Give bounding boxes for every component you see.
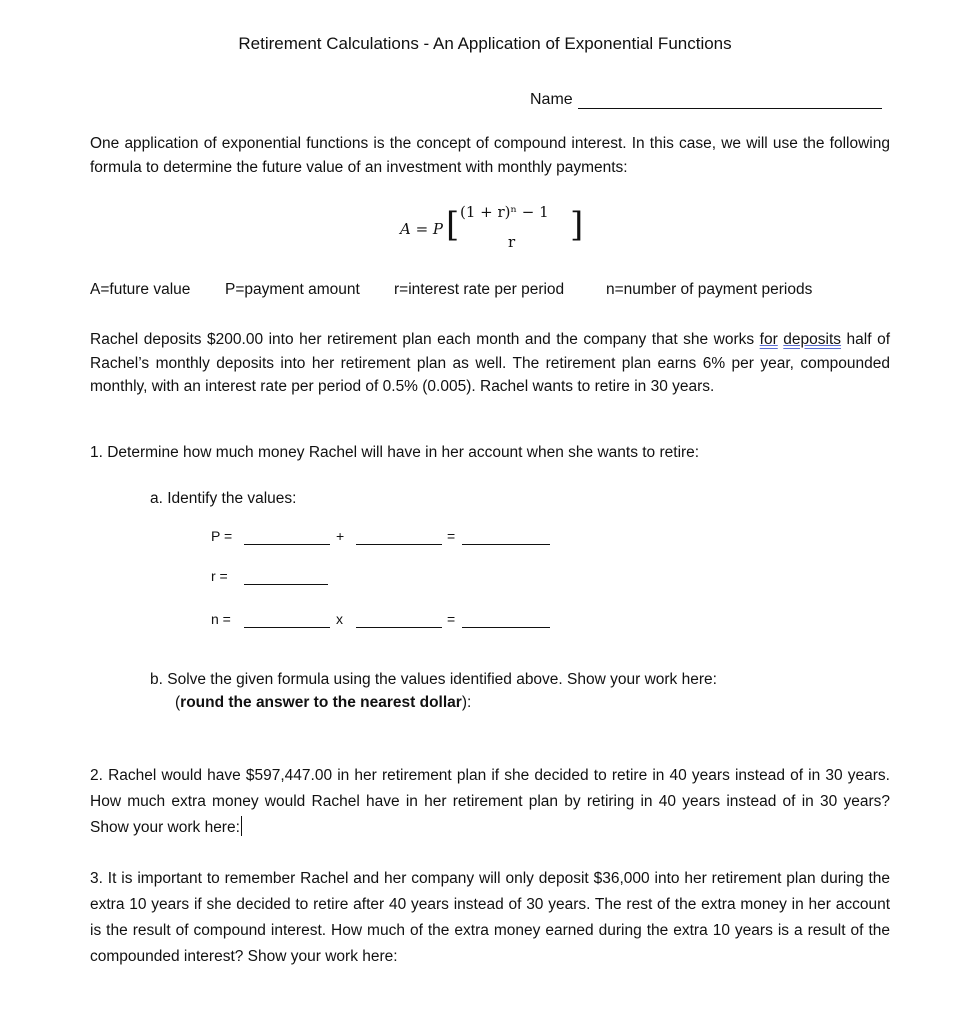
definition-r: r=interest rate per period	[394, 281, 565, 298]
p-blank-2[interactable]	[356, 544, 442, 545]
question-2-text: 2. Rachel would have $597,447.00 in her retirement plan if she decided to retire in 40 years instead of in 30 years. How much extra money would Rachel have in her retirement plan by retiring in 40 years instead of in 30 years? Show your work here:	[90, 767, 890, 836]
n-blank-2[interactable]	[356, 627, 442, 628]
definition-a: A=future value	[90, 281, 191, 298]
name-field-line[interactable]	[578, 108, 882, 109]
r-row	[0, 568, 965, 592]
question-1: 1. Determine how much money Rachel will have in her account when she wants to retire:	[90, 444, 700, 461]
n-label: n =	[211, 611, 231, 627]
question-1b-note	[175, 694, 471, 712]
r-blank[interactable]	[244, 584, 328, 585]
page-title: Retirement Calculations - An Application of Exponential Functions	[238, 34, 732, 53]
n-row	[0, 611, 965, 635]
p-blank-result[interactable]	[462, 544, 550, 545]
p-equals-sign: =	[447, 528, 456, 544]
formula-numerator: (1 + r)ⁿ − 1	[460, 203, 549, 221]
scenario-part1: Rachel deposits $200.00 into her retirement plan each month and the company that she works	[90, 331, 760, 348]
grammar-flag-deposits: deposits	[783, 331, 842, 348]
text-cursor	[241, 816, 242, 836]
note-bold: round the answer to the nearest dollar	[180, 694, 462, 711]
bracket-left: [	[446, 205, 460, 245]
intro-paragraph: One application of exponential functions is the concept of compound interest. In this case, we will use the following formula to determine the future value of an investment with monthly payments:	[90, 135, 890, 176]
note-close: ):	[461, 694, 472, 711]
question-3: 3. It is important to remember Rachel and her company will only deposit $36,000 into her retirement plan during the extra 10 years if she decided to retire after 40 years instead of 30 years. The rest of the extra money in her account is the result of compound interest. How much of the extra money earned during the extra 10 years is a result of the compounded interest? Show your work here:	[90, 870, 890, 965]
grammar-flag-for: for	[759, 331, 778, 348]
scenario-part2: half of Rachel’s monthly deposits into her retirement plan as well. The retirement plan earns 6% per year, compounded monthly, with an interest rate per period of 0.5% (0.005). Rachel wants to retire in 30 years.	[90, 331, 890, 395]
note-open: (	[175, 694, 181, 711]
times-sign: x	[336, 611, 343, 627]
r-label: r =	[211, 568, 228, 584]
p-row	[0, 528, 965, 552]
p-blank-1[interactable]	[244, 544, 330, 545]
formula-lhs: A = P	[400, 220, 444, 238]
plus-sign: +	[336, 528, 345, 544]
scenario-paragraph	[90, 328, 890, 399]
question-1b-label: b. Solve the given formula using the values identified above. Show your work here:	[150, 671, 717, 688]
n-blank-result[interactable]	[462, 627, 550, 628]
name-label: Name	[530, 91, 573, 108]
question-1a-label: a. Identify the values:	[150, 490, 297, 507]
formula-denominator: r	[508, 233, 516, 251]
n-blank-1[interactable]	[244, 627, 330, 628]
p-label: P =	[211, 528, 233, 544]
definition-p: P=payment amount	[225, 281, 360, 298]
bracket-right: ]	[570, 205, 584, 245]
n-equals-sign: =	[447, 611, 456, 627]
question-2	[90, 763, 890, 841]
definition-n: n=number of payment periods	[606, 281, 813, 298]
variable-definitions	[90, 281, 890, 303]
